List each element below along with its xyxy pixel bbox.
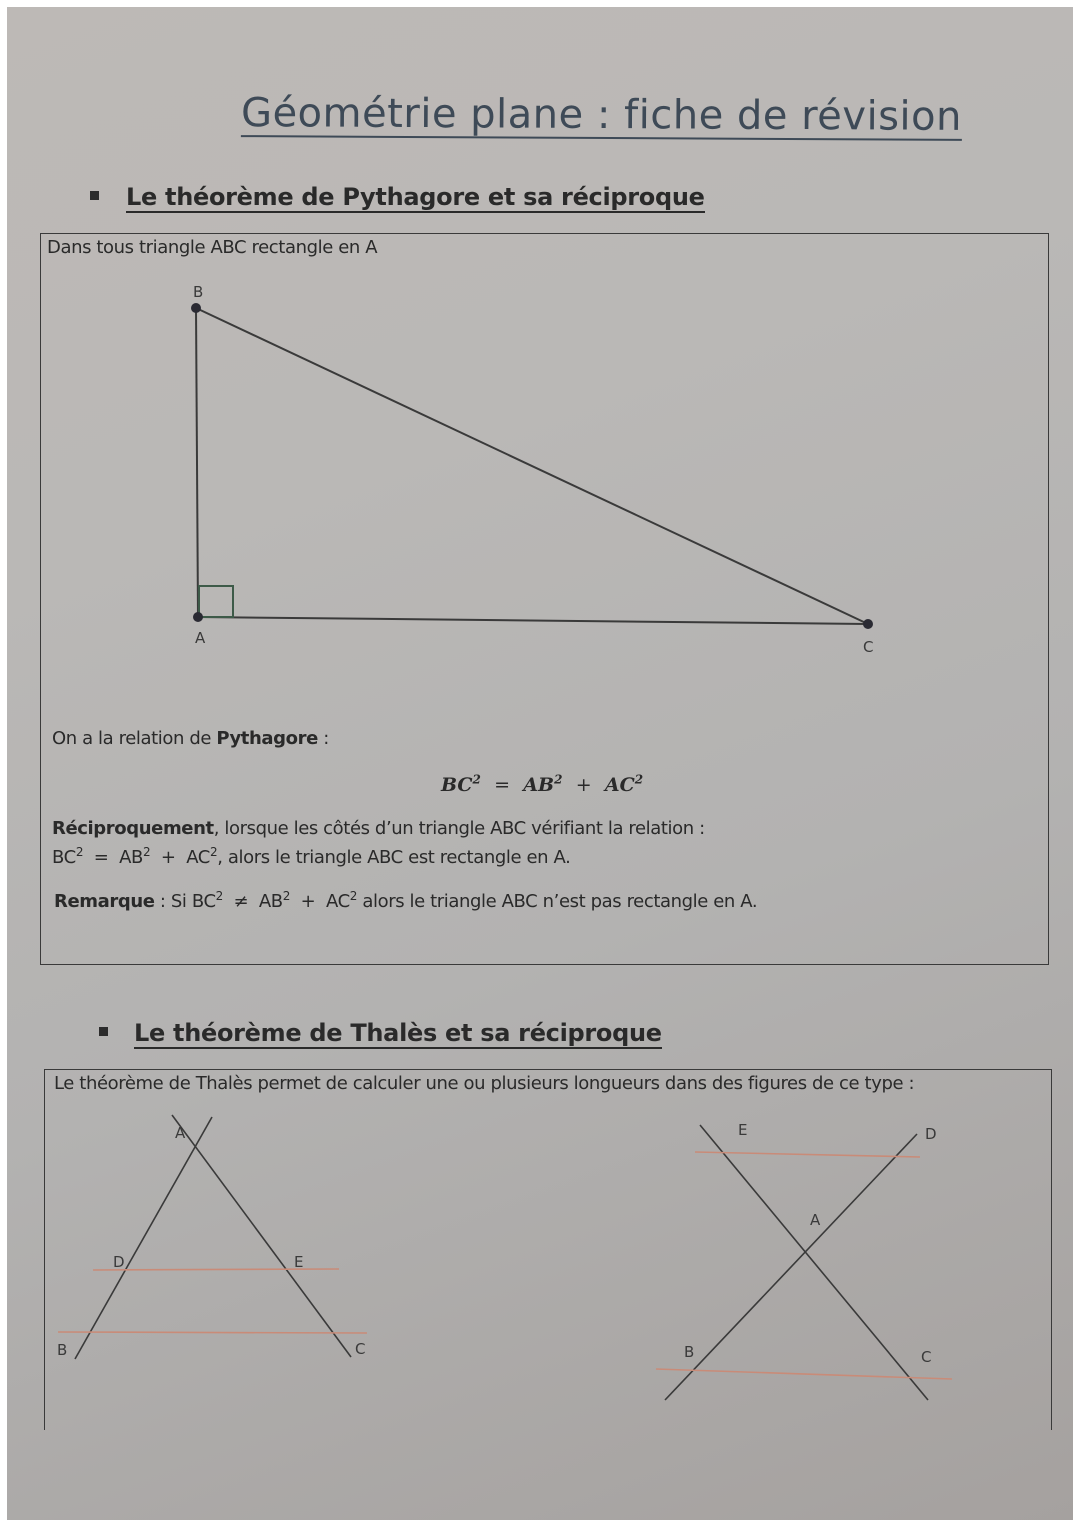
formula-operator: ≠ bbox=[233, 891, 249, 912]
formula-operator: + bbox=[575, 774, 592, 796]
formula-exponent: 2 bbox=[472, 772, 481, 787]
svg-text:D: D bbox=[925, 1125, 937, 1143]
vertex-a-label: A bbox=[195, 629, 206, 647]
relation-bold: Pythagore bbox=[216, 728, 318, 749]
section-heading-thales: Le théorème de Thalès et sa réciproque bbox=[134, 1019, 662, 1047]
relation-prefix: On a la relation de bbox=[52, 728, 217, 749]
relation-suffix: : bbox=[317, 728, 329, 749]
formula-exponent: 2 bbox=[209, 845, 218, 859]
reciprocal-line2 bbox=[52, 847, 570, 868]
svg-text:B: B bbox=[57, 1341, 68, 1359]
formula-term: AB bbox=[523, 774, 555, 796]
svg-text:D: D bbox=[113, 1253, 125, 1271]
formula-term: AC bbox=[326, 891, 350, 912]
remark-prefix: : Si bbox=[154, 891, 192, 912]
svg-text:E: E bbox=[738, 1121, 748, 1139]
pythagore-intro: Dans tous triangle ABC rectangle en A bbox=[47, 237, 378, 258]
section-heading-pythagore: Le théorème de Pythagore et sa réciproque bbox=[126, 183, 705, 211]
svg-text:B: B bbox=[684, 1343, 695, 1361]
formula-term: AB bbox=[258, 891, 283, 912]
reciprocal-text bbox=[52, 818, 705, 839]
reciprocal-body: , lorsque les côtés d’un triangle ABC vérifiant la relation : bbox=[213, 818, 705, 839]
document-page bbox=[7, 7, 1073, 1520]
reciprocal-conclusion: , alors le triangle ABC est rectangle en A. bbox=[217, 847, 571, 868]
formula-exponent: 2 bbox=[634, 772, 644, 787]
svg-text:A: A bbox=[810, 1211, 821, 1229]
formula-term: AC bbox=[604, 774, 635, 796]
bullet-icon bbox=[99, 1027, 108, 1036]
formula-operator: + bbox=[160, 847, 176, 868]
remark-text bbox=[54, 891, 757, 912]
formula-term: BC bbox=[52, 847, 76, 868]
formula-exponent: 2 bbox=[215, 889, 223, 903]
formula-exponent: 2 bbox=[554, 772, 563, 787]
relation-text bbox=[52, 728, 329, 749]
right-angle-marker bbox=[199, 586, 233, 617]
formula-term: BC bbox=[191, 891, 216, 912]
svg-text:A: A bbox=[175, 1124, 186, 1142]
thales-intro: Le théorème de Thalès permet de calculer une ou plusieurs longueurs dans des figures de ce type : bbox=[54, 1073, 915, 1094]
page-title: Géométrie plane : fiche de révision bbox=[240, 90, 963, 140]
vertex-b-label: B bbox=[193, 283, 204, 301]
svg-text:C: C bbox=[355, 1340, 366, 1358]
vertex-c-label: C bbox=[863, 638, 874, 656]
reciprocal-bold: Réciproquement bbox=[52, 818, 214, 839]
formula-term: AC bbox=[186, 847, 210, 868]
formula-operator: = bbox=[93, 847, 109, 868]
vertex-b-point bbox=[191, 303, 201, 313]
reciprocal-formula bbox=[52, 847, 217, 868]
vertex-c-point bbox=[863, 619, 873, 629]
formula-exponent: 2 bbox=[142, 845, 151, 859]
remark-formula bbox=[192, 891, 357, 912]
formula-exponent: 2 bbox=[349, 889, 358, 903]
vertex-a-point bbox=[193, 612, 203, 622]
formula-exponent: 2 bbox=[282, 889, 291, 903]
formula-term: BC bbox=[441, 774, 473, 796]
svg-text:E: E bbox=[294, 1253, 304, 1271]
formula-operator: = bbox=[494, 774, 511, 796]
remark-bold: Remarque bbox=[54, 891, 155, 912]
formula-term: AB bbox=[119, 847, 143, 868]
formula-exponent: 2 bbox=[75, 845, 84, 859]
pythagore-formula bbox=[441, 774, 643, 796]
svg-text:C: C bbox=[921, 1348, 932, 1366]
remark-body: alors le triangle ABC n’est pas rectangle en A. bbox=[357, 891, 758, 912]
thales-box bbox=[44, 1069, 1052, 1430]
formula-operator: + bbox=[300, 891, 316, 912]
